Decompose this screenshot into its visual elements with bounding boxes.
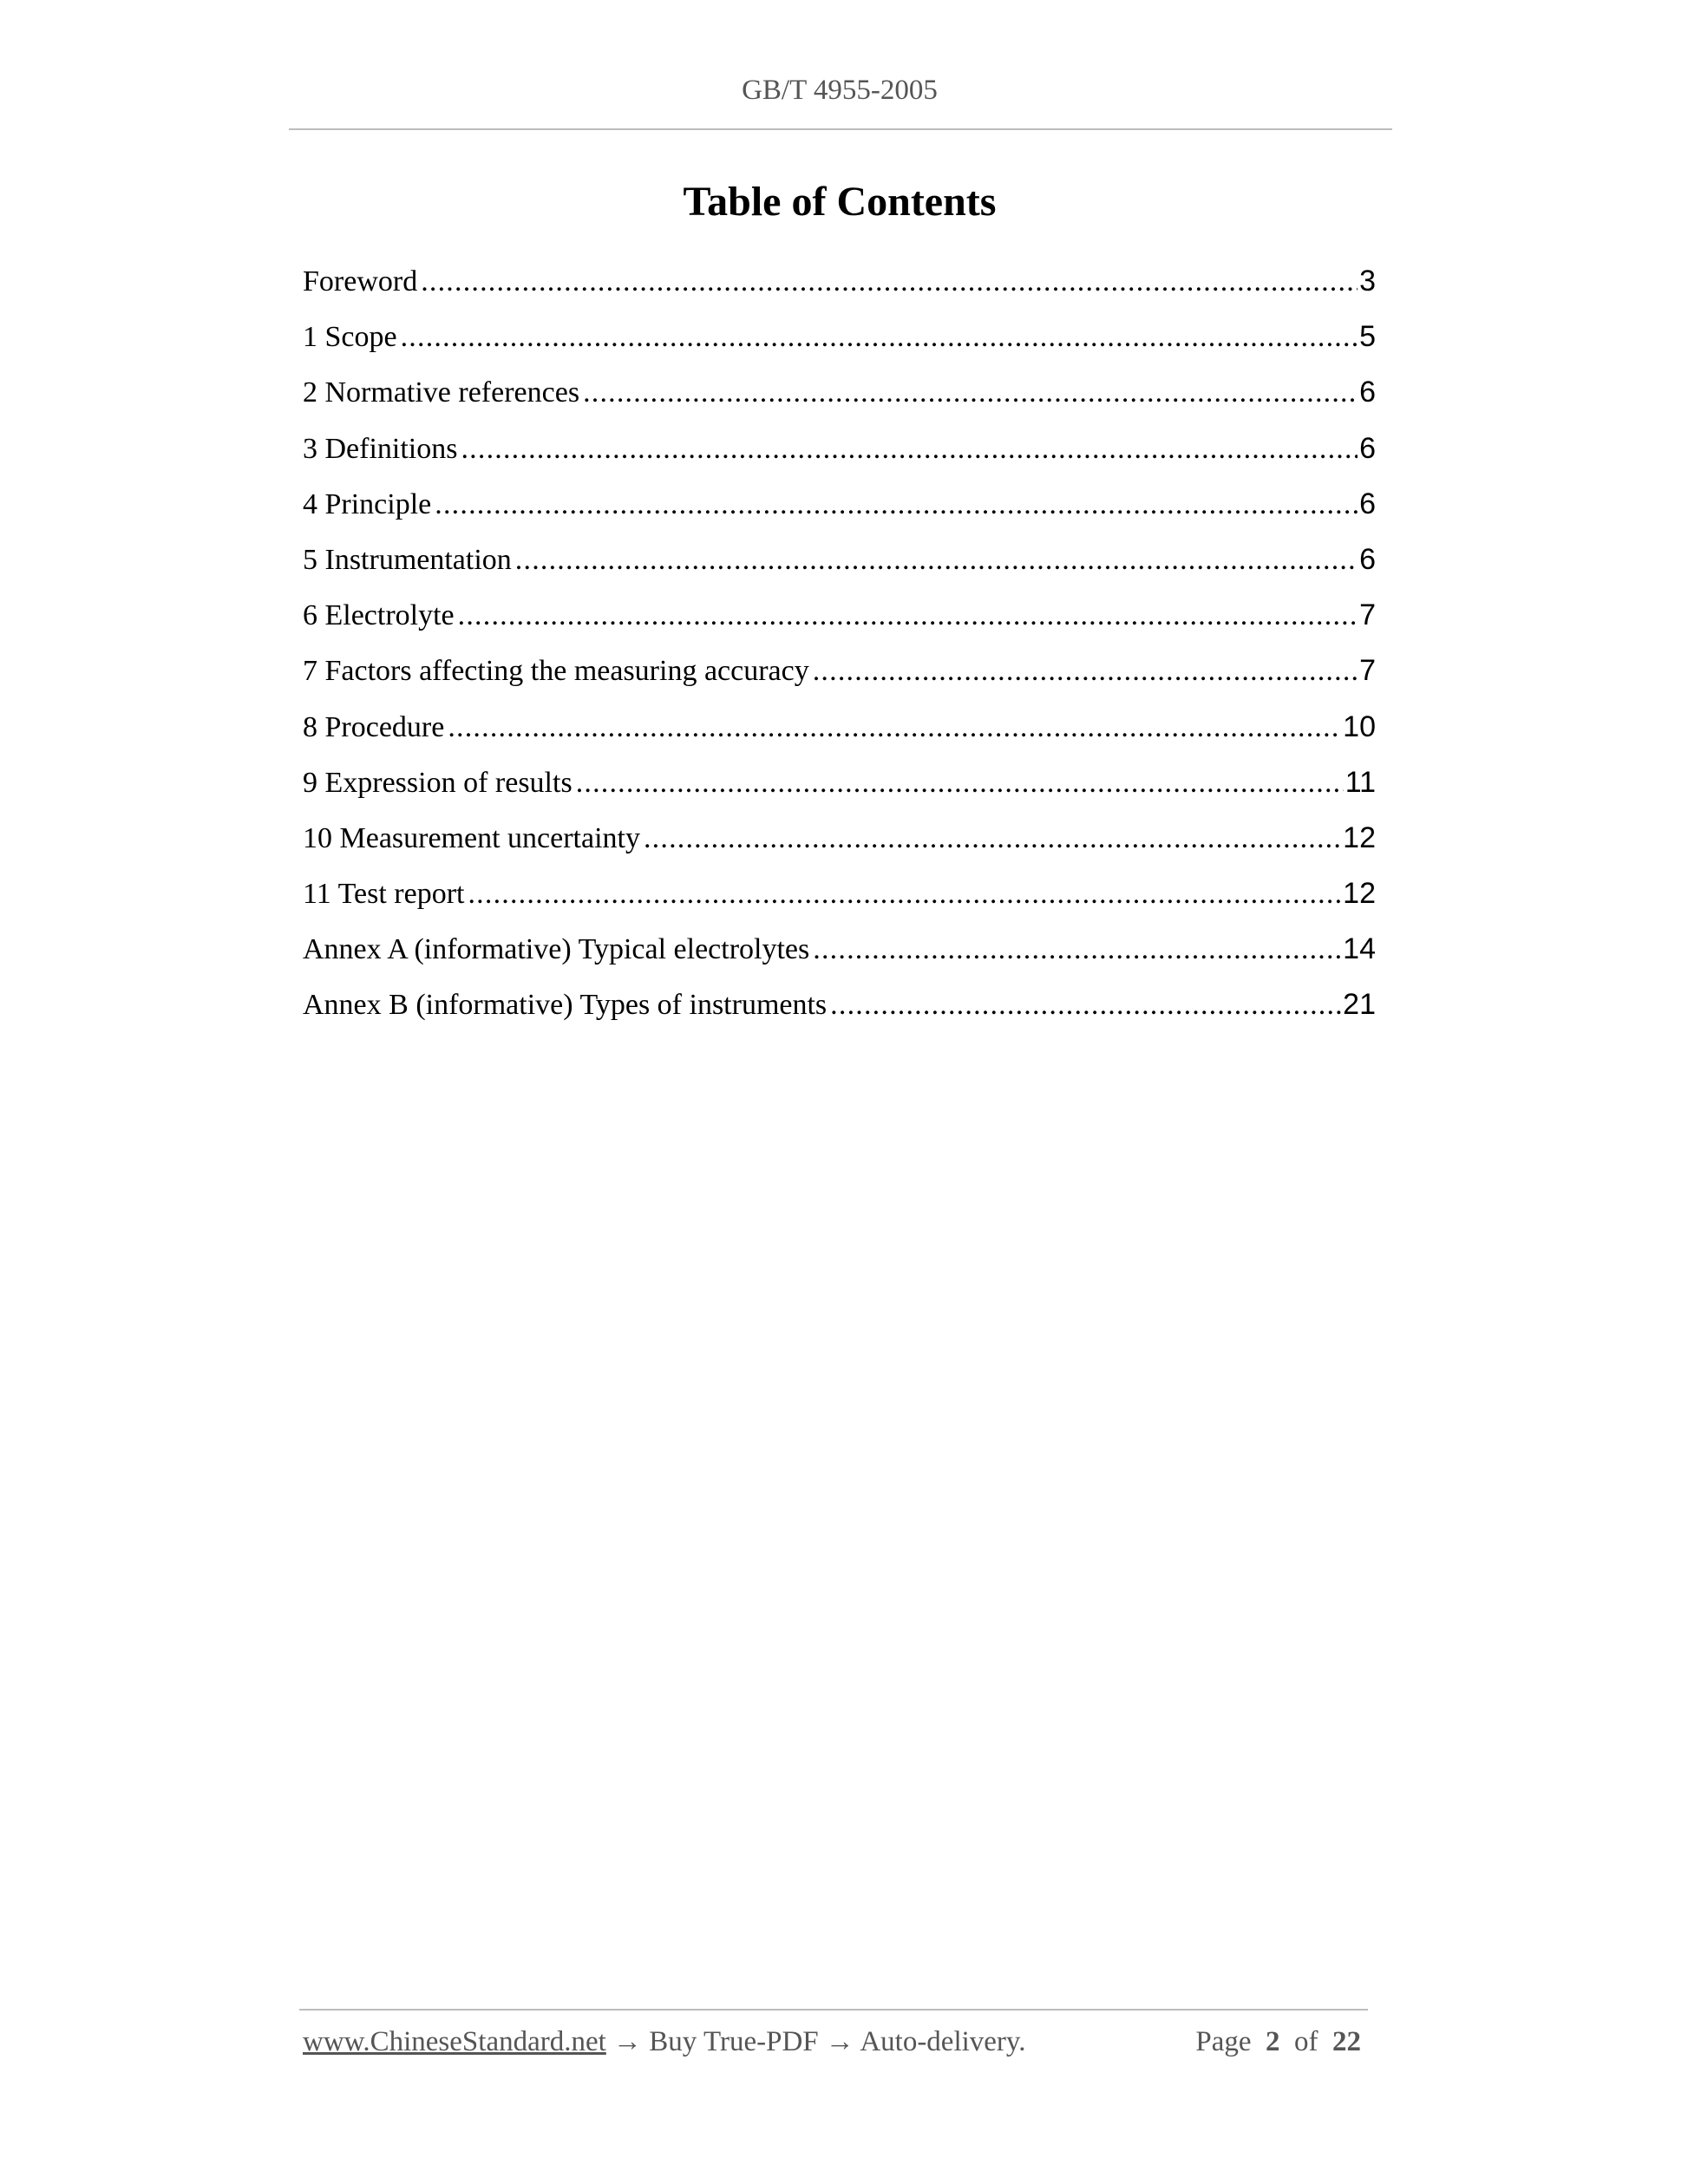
page-word: Page [1195,2026,1252,2057]
toc-entry[interactable] [303,984,1376,1039]
toc-leader-dots [830,984,1341,1026]
toc-leader-dots [583,372,1358,414]
arrow-right-icon: → [605,2026,650,2057]
toc-entry[interactable] [303,483,1376,539]
toc-entry[interactable] [303,260,1376,316]
website-link[interactable]: www.ChineseStandard.net [303,2026,606,2057]
header-divider [289,128,1392,130]
page-title: Table of Contents [683,179,997,225]
footer-delivery-text: Auto-delivery. [860,2026,1026,2057]
toc-entry-label: Annex B (informative) Types of instruments [303,989,828,1022]
toc-entry[interactable] [303,762,1376,817]
toc-entry[interactable] [303,873,1376,928]
toc-entry-page: 6 [1359,376,1376,409]
toc-entry-page: 12 [1343,821,1376,854]
toc-entry[interactable] [303,706,1376,762]
toc-entry-label: Foreword [303,265,418,298]
current-page: 2 [1266,2026,1280,2057]
toc-entry-page: 12 [1343,877,1376,911]
toc-entry-page: 3 [1359,265,1376,298]
toc-entry-page: 7 [1359,654,1376,688]
toc-leader-dots [421,261,1358,303]
toc-leader-dots [813,929,1341,971]
toc-leader-dots [435,484,1358,526]
toc-entry-page: 10 [1343,709,1376,743]
toc-leader-dots [813,651,1358,692]
toc-entry[interactable] [303,371,1376,427]
toc-entry[interactable] [303,316,1376,371]
toc-entry-label: 5 Instrumentation [303,543,512,576]
toc-entry-label: 8 Procedure [303,710,445,743]
of-word: of [1294,2026,1318,2057]
toc-leader-dots [448,707,1341,749]
footer-promo [303,2026,1026,2058]
toc-entry-page: 7 [1359,598,1376,632]
toc-entry-page: 5 [1359,320,1376,354]
toc-entry-label: 9 Expression of results [303,766,572,799]
toc-entry-label: 2 Normative references [303,376,580,409]
toc-entry-label: 10 Measurement uncertainty [303,821,640,854]
toc-entry-label: 1 Scope [303,321,397,354]
toc-entry[interactable] [303,650,1376,705]
toc-entry-page: 14 [1343,932,1376,966]
toc-entry[interactable] [303,928,1376,984]
toc-leader-dots [461,428,1358,470]
toc-entry[interactable] [303,428,1376,483]
toc-leader-dots [515,539,1358,581]
footer-divider [299,2009,1368,2011]
page-number [1195,2026,1361,2058]
toc-leader-dots [401,317,1358,358]
toc-entry-page: 6 [1359,487,1376,520]
toc-entry[interactable] [303,817,1376,873]
toc-entry[interactable] [303,539,1376,594]
footer-buy-text: Buy True-PDF [649,2026,819,2057]
arrow-right-icon: → [818,2026,860,2057]
running-header: GB/T 4955-2005 [742,75,938,106]
toc-list [303,260,1376,1040]
toc-entry-label: 6 Electrolyte [303,599,455,632]
toc-entry-page: 21 [1343,988,1376,1022]
toc-entry-label: 3 Definitions [303,432,458,465]
toc-entry[interactable] [303,594,1376,650]
toc-leader-dots [576,762,1344,804]
toc-entry-page: 6 [1359,431,1376,465]
total-pages: 22 [1332,2026,1361,2057]
toc-entry-label: Annex A (informative) Typical electrolytes [303,933,810,966]
toc-leader-dots [468,873,1341,915]
toc-entry-label: 4 Principle [303,487,432,520]
toc-leader-dots [458,595,1358,637]
toc-entry-page: 11 [1345,765,1376,799]
toc-entry-label: 11 Test report [303,878,465,911]
toc-leader-dots [644,818,1341,860]
toc-entry-page: 6 [1359,542,1376,576]
toc-entry-label: 7 Factors affecting the measuring accuracy [303,655,809,688]
